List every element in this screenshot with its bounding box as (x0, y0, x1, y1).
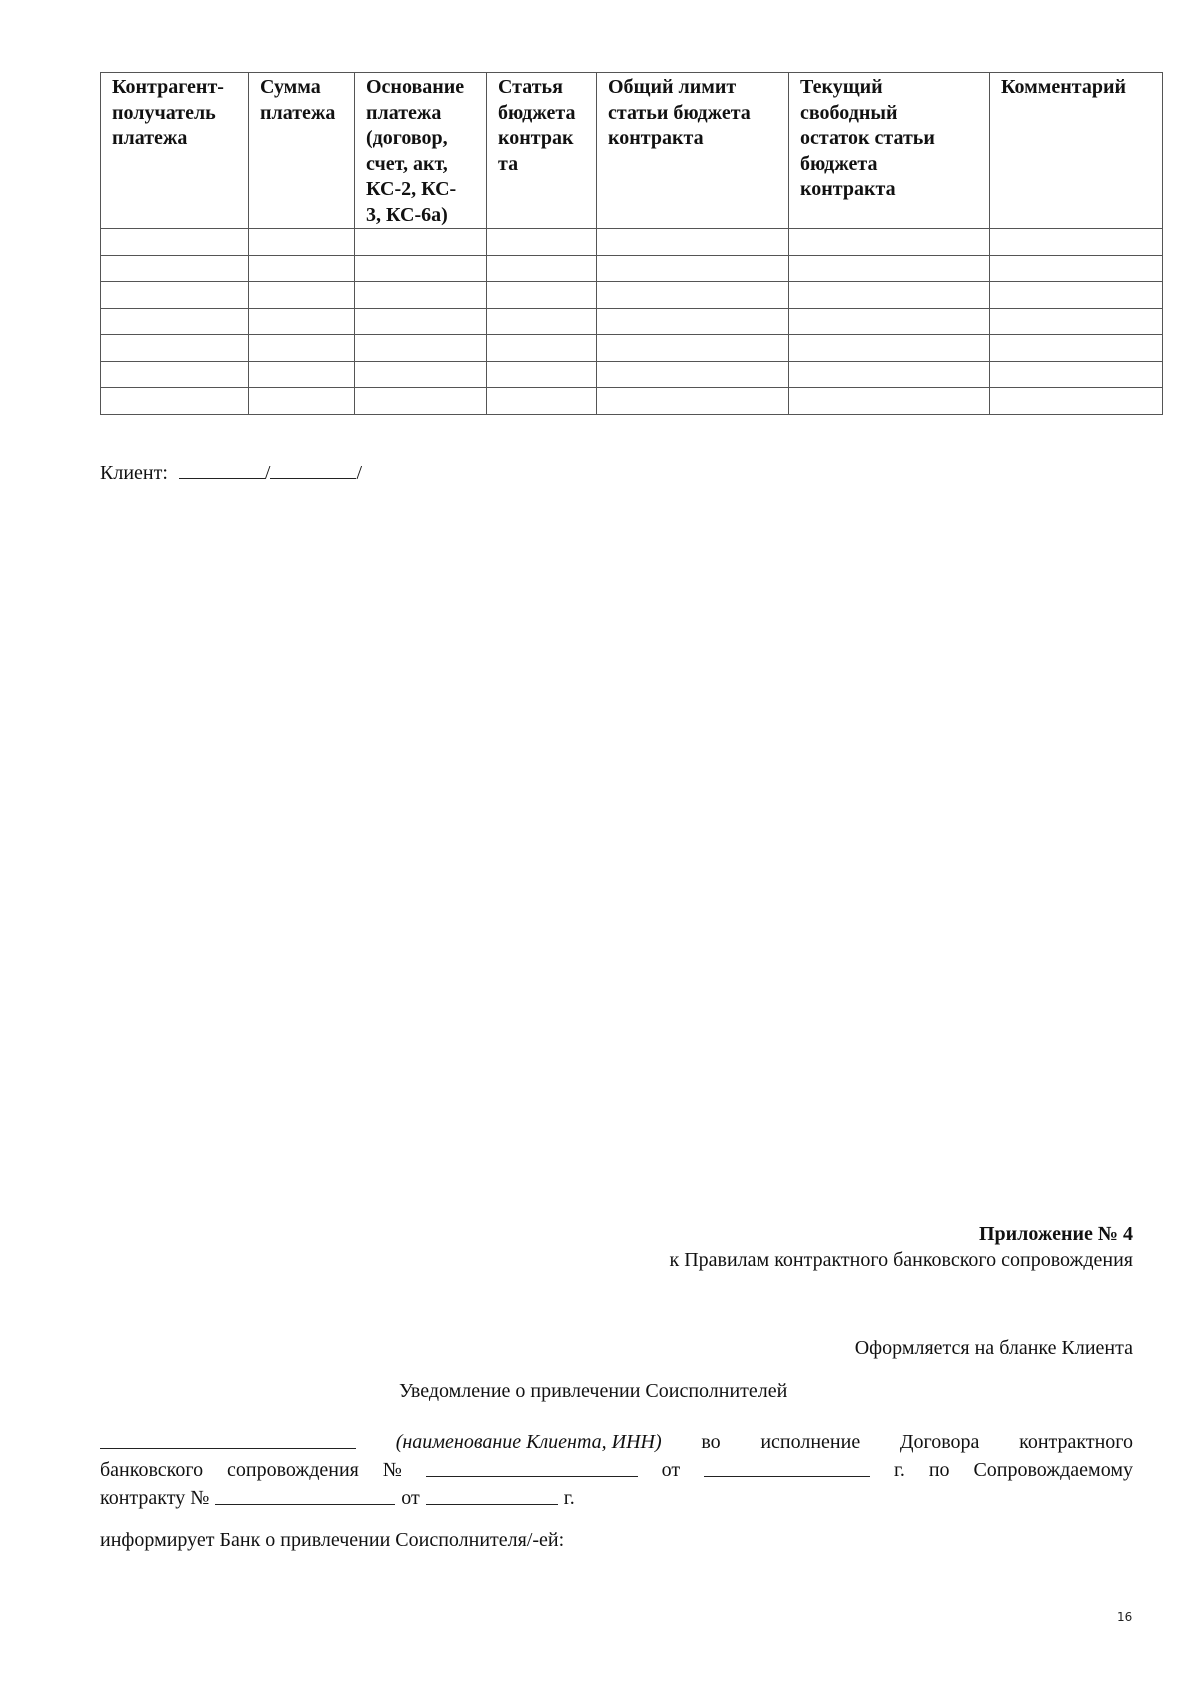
table-cell[interactable] (355, 361, 487, 388)
paragraph-line-1 (100, 1428, 1133, 1456)
table-cell[interactable] (487, 255, 597, 282)
page-number: 16 (1117, 1610, 1133, 1624)
word: от (401, 1487, 420, 1509)
table-cell[interactable] (597, 361, 789, 388)
table-cell[interactable] (990, 335, 1163, 362)
word: по (928, 1459, 950, 1481)
client-name-hint: (наименование Клиента, ИНН) (395, 1431, 662, 1453)
header-line: платежа (260, 101, 336, 124)
table-cell[interactable] (249, 282, 355, 309)
header-line: контракта (800, 178, 896, 200)
table-cell[interactable] (990, 361, 1163, 388)
table-cell[interactable] (597, 335, 789, 362)
header-line: бюджета (800, 152, 878, 175)
word: Договора (899, 1431, 980, 1453)
table-cell[interactable] (487, 361, 597, 388)
header-line: получатель (112, 101, 216, 124)
table-cell[interactable] (101, 308, 249, 335)
table-cell[interactable] (597, 282, 789, 309)
header-line: платежа (112, 127, 188, 149)
table-cell[interactable] (249, 388, 355, 415)
header-line: Текущий (800, 76, 883, 98)
table-cell[interactable] (487, 388, 597, 415)
table-cell[interactable] (789, 335, 990, 362)
header-line: Контрагент- (112, 76, 224, 98)
table-cell[interactable] (990, 282, 1163, 309)
header-line: статьи бюджета (608, 101, 751, 124)
column-header (355, 73, 487, 229)
header-line: бюджета (498, 101, 576, 124)
table-cell[interactable] (355, 282, 487, 309)
table-cell[interactable] (990, 229, 1163, 256)
table-cell[interactable] (355, 388, 487, 415)
table-cell[interactable] (249, 229, 355, 256)
table-cell[interactable] (597, 388, 789, 415)
table-row (101, 361, 1163, 388)
table-cell[interactable] (355, 229, 487, 256)
column-header (990, 73, 1163, 229)
table-cell[interactable] (355, 308, 487, 335)
column-header (487, 73, 597, 229)
appendix-title: Приложение № 4 (978, 1223, 1133, 1245)
table-cell[interactable] (249, 335, 355, 362)
agreement-date-blank[interactable] (704, 1456, 870, 1477)
budget-table (100, 72, 1163, 415)
table-cell[interactable] (597, 255, 789, 282)
table-cell[interactable] (101, 255, 249, 282)
table-row (101, 282, 1163, 309)
table-cell[interactable] (789, 282, 990, 309)
table-row (101, 335, 1163, 362)
table-cell[interactable] (789, 361, 990, 388)
header-line: КС-2, КС- (366, 178, 457, 200)
word: Сопровождаемому (973, 1459, 1133, 1481)
table-cell[interactable] (101, 335, 249, 362)
notice-paragraph (100, 1428, 1133, 1512)
client-label: Клиент: (100, 462, 168, 484)
table-cell[interactable] (990, 388, 1163, 415)
header-line: та (498, 152, 519, 175)
separator: / (264, 462, 271, 484)
table-row (101, 308, 1163, 335)
table-cell[interactable] (101, 229, 249, 256)
table-cell[interactable] (355, 255, 487, 282)
header-line: счет, акт, (366, 152, 448, 175)
table-cell[interactable] (487, 335, 597, 362)
word: г. (893, 1459, 905, 1481)
header-line: Сумма (260, 76, 321, 98)
word: № (382, 1459, 402, 1481)
table-cell[interactable] (487, 308, 597, 335)
table-cell[interactable] (789, 388, 990, 415)
table-header-row (101, 73, 1163, 229)
word: исполнение (760, 1431, 861, 1453)
header-line: платежа (366, 101, 442, 124)
notice-title: Уведомление о привлечении Соисполнителей (399, 1380, 788, 1402)
column-header (789, 73, 990, 229)
column-header (597, 73, 789, 229)
paragraph-line-2 (100, 1456, 1133, 1484)
table-row (101, 255, 1163, 282)
word: контрактного (1019, 1431, 1133, 1453)
appendix-subtitle: к Правилам контрактного банковского сопровождения (669, 1249, 1133, 1271)
informs-text: информирует Банк о привлечении Соисполнителя/-ей: (100, 1529, 565, 1551)
table-cell[interactable] (789, 229, 990, 256)
table-cell[interactable] (789, 255, 990, 282)
table-cell[interactable] (789, 308, 990, 335)
header-line: контрак (498, 127, 574, 149)
table-row (101, 388, 1163, 415)
signature-blank[interactable] (179, 458, 265, 479)
word: сопровождения (226, 1459, 359, 1481)
header-line: контракта (608, 127, 704, 149)
table-cell[interactable] (249, 308, 355, 335)
table-row (101, 229, 1163, 256)
header-line: Основание (366, 76, 465, 98)
name-blank[interactable] (270, 458, 356, 479)
header-line: свободный (800, 101, 898, 124)
header-line: Общий лимит (608, 76, 737, 98)
contract-date-blank[interactable] (426, 1484, 558, 1505)
contract-label: контракту № (100, 1487, 210, 1509)
table-cell[interactable] (487, 282, 597, 309)
word: г. (563, 1487, 575, 1509)
paragraph-line-3 (100, 1484, 1133, 1512)
header-line: Статья (498, 76, 563, 98)
column-header (249, 73, 355, 229)
contract-number-blank[interactable] (215, 1484, 395, 1505)
table-cell[interactable] (990, 308, 1163, 335)
word: банковского (100, 1459, 204, 1481)
form-note: Оформляется на бланке Клиента (854, 1337, 1133, 1359)
table-cell[interactable] (597, 229, 789, 256)
separator: / (356, 462, 363, 484)
word: во (701, 1431, 721, 1453)
word: от (661, 1459, 681, 1481)
table-cell[interactable] (487, 229, 597, 256)
client-name-blank[interactable] (100, 1428, 356, 1449)
header-line: (договор, (366, 127, 448, 149)
table-cell[interactable] (355, 335, 487, 362)
header-line: 3, КС-6а) (366, 203, 448, 226)
agreement-number-blank[interactable] (426, 1456, 638, 1477)
table-cell[interactable] (101, 361, 249, 388)
header-line: остаток статьи (800, 127, 935, 149)
client-signature-line (100, 458, 362, 485)
table-cell[interactable] (597, 308, 789, 335)
table-cell[interactable] (101, 388, 249, 415)
table-cell[interactable] (990, 255, 1163, 282)
column-header (101, 73, 249, 229)
table-cell[interactable] (249, 361, 355, 388)
table-cell[interactable] (101, 282, 249, 309)
header-line: Комментарий (1001, 76, 1127, 98)
table-cell[interactable] (249, 255, 355, 282)
